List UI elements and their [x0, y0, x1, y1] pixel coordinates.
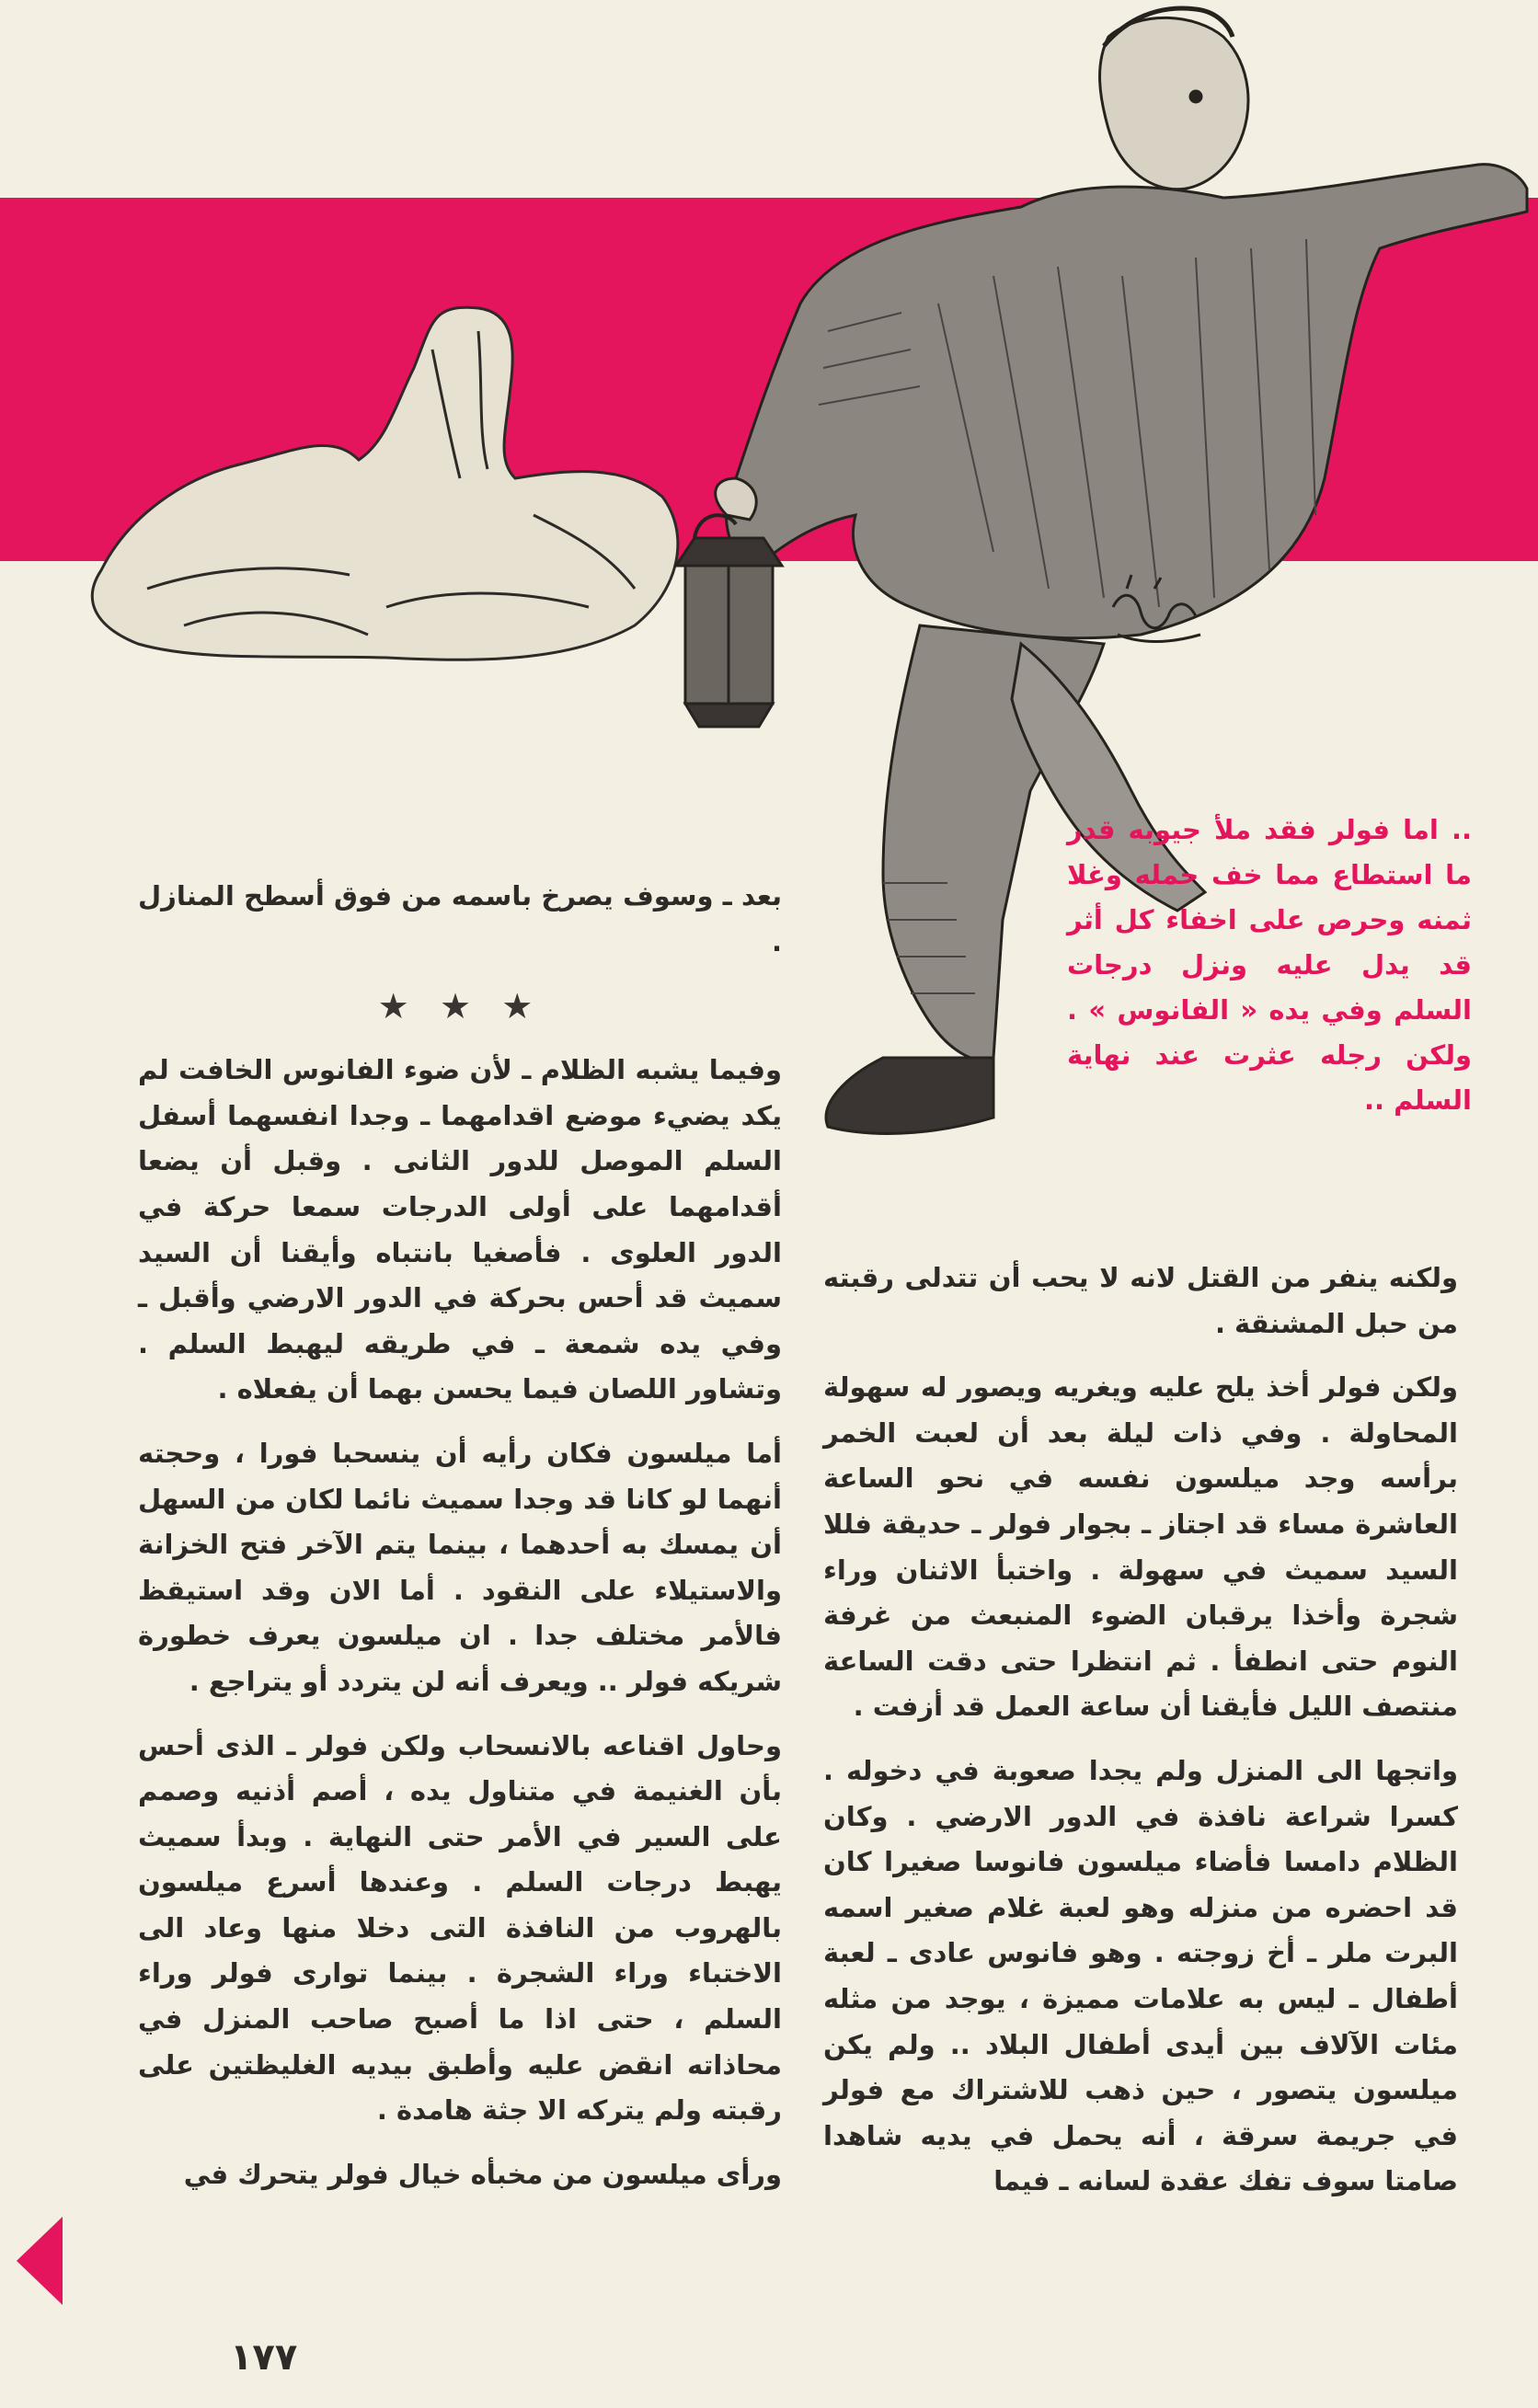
fallen-man-drawing [92, 307, 678, 659]
paragraph: أما ميلسون فكان رأيه أن ينسحبا فورا ، وحجته أنهما لو كانا قد وجدا سميث نائما لكان من السهل أن يمسك به أحدهما ، بينما يتم الآخر فتح الخزانة والاستيلاء على النقود . أما الان وقد استيقظ فالأمر مختلف جدا . ان ميلسون يعرف خطورة شريكه فولر .. ويعرف أنه لن يتردد أو يتراجع . [138, 1437, 782, 1697]
page-nav-arrow-icon [17, 2217, 63, 2305]
section-separator: ★ ★ ★ [377, 986, 543, 1027]
column-intro: بعد ـ وسوف يصرخ باسمه من فوق أسطح المنازل . [138, 880, 782, 957]
paragraph: ورأى ميلسون من مخبأه خيال فولر يتحرك في [183, 2158, 782, 2190]
illustration-caption: .. اما فولر فقد ملأ جيوبه قدر ما استطاع مما خف حمله وغلا ثمنه وحرص على اخفاء كل أثر قد يدل عليه ونزل درجات السلم وفي يده « الفانوس » . ولكن رجله عثرت عند نهاية السلم .. [1067, 814, 1472, 1116]
paragraph: ولكن فولر أخذ يلح عليه ويغريه ويصور له سهولة المحاولة . وفي ذات ليلة بعد أن لعبت الخمر برأسه وجد ميلسون نفسه في نحو الساعة العاشرة مساء قد اجتاز ـ بجوار فولر ـ حديقة فللا السيد سميث في سهولة . واختبأ الاثنان وراء شجرة وأخذا يرقبان الضوء المنبعث من غرفة النوم حتى انطفأ . ثم انتظرا حتى دقت الساعة منتصف الليل فأيقنا أن ساعة العمل قد أزفت . [823, 1371, 1458, 1723]
paragraph: وحاول اقناعه بالانسحاب ولكن فولر ـ الذى أحس بأن الغنيمة في متناول يده ، أصم أذنيه وصمم على السير في الأمر حتى النهاية . وبدأ سميث يهبط درجات السلم . وعندها أسرع ميلسون بالهروب من النافذة التى دخلا منها وعاد الى الاختباء وراء الشجرة . بينما توارى فولر وراء السلم ، حتى اذا ما أصبح صاحب المنزل في محاذاته انقض عليه وأطبق بيديه الغليظتين على رقبته ولم يتركه الا جثة هامدة . [138, 1729, 782, 2127]
paragraph: ولكنه ينفر من القتل لانه لا يحب أن تتدلى رقبته من حبل المشنقة . [823, 1262, 1458, 1339]
paragraph: واتجها الى المنزل ولم يجدا صعوبة في دخوله . كسرا شراعة نافذة في الدور الارضي . وكان الظلام دامسا فأضاء ميلسون فانوسا صغيرا كان قد احضره من منزله وهو لعبة غلام صغير اسمه البرت ملر ـ أخ زوجته . وهو فانوس عادى ـ لعبة أطفال ـ ليس به علامات مميزة ، يوجد من مثله مئات الآلاف بين أيدى أطفال البلاد .. ولم يكن ميلسون يتصور ، حين ذهب للاشتراك مع فولر في جريمة سرقة ، أنه يحمل في يديه شاهدا صامتا سوف تفك عقدة لسانه ـ فيما [823, 1754, 1458, 2197]
paragraph: وفيما يشبه الظلام ـ لأن ضوء الفانوس الخافت لم يكد يضيء موضع اقدامهما ـ وجدا انفسهما أسفل السلم الموصل للدور الثانى . وقبل أن يضعا أقدامهما على أولى الدرجات سمعا حركة في الدور العلوى . فأصغيا بانتباه وأيقنا أن السيد سميث قد أحس بحركة في الدور الارضي وأقبل ـ وفي يده شمعة ـ في طريقه ليهبط السلم . وتشاور اللصان فيما يحسن بهما أن يفعلاه . [138, 1054, 782, 1405]
text-column-right [823, 1256, 1458, 2223]
page-number: ١٧٧ [230, 2336, 298, 2379]
text-column-left [138, 874, 782, 2216]
